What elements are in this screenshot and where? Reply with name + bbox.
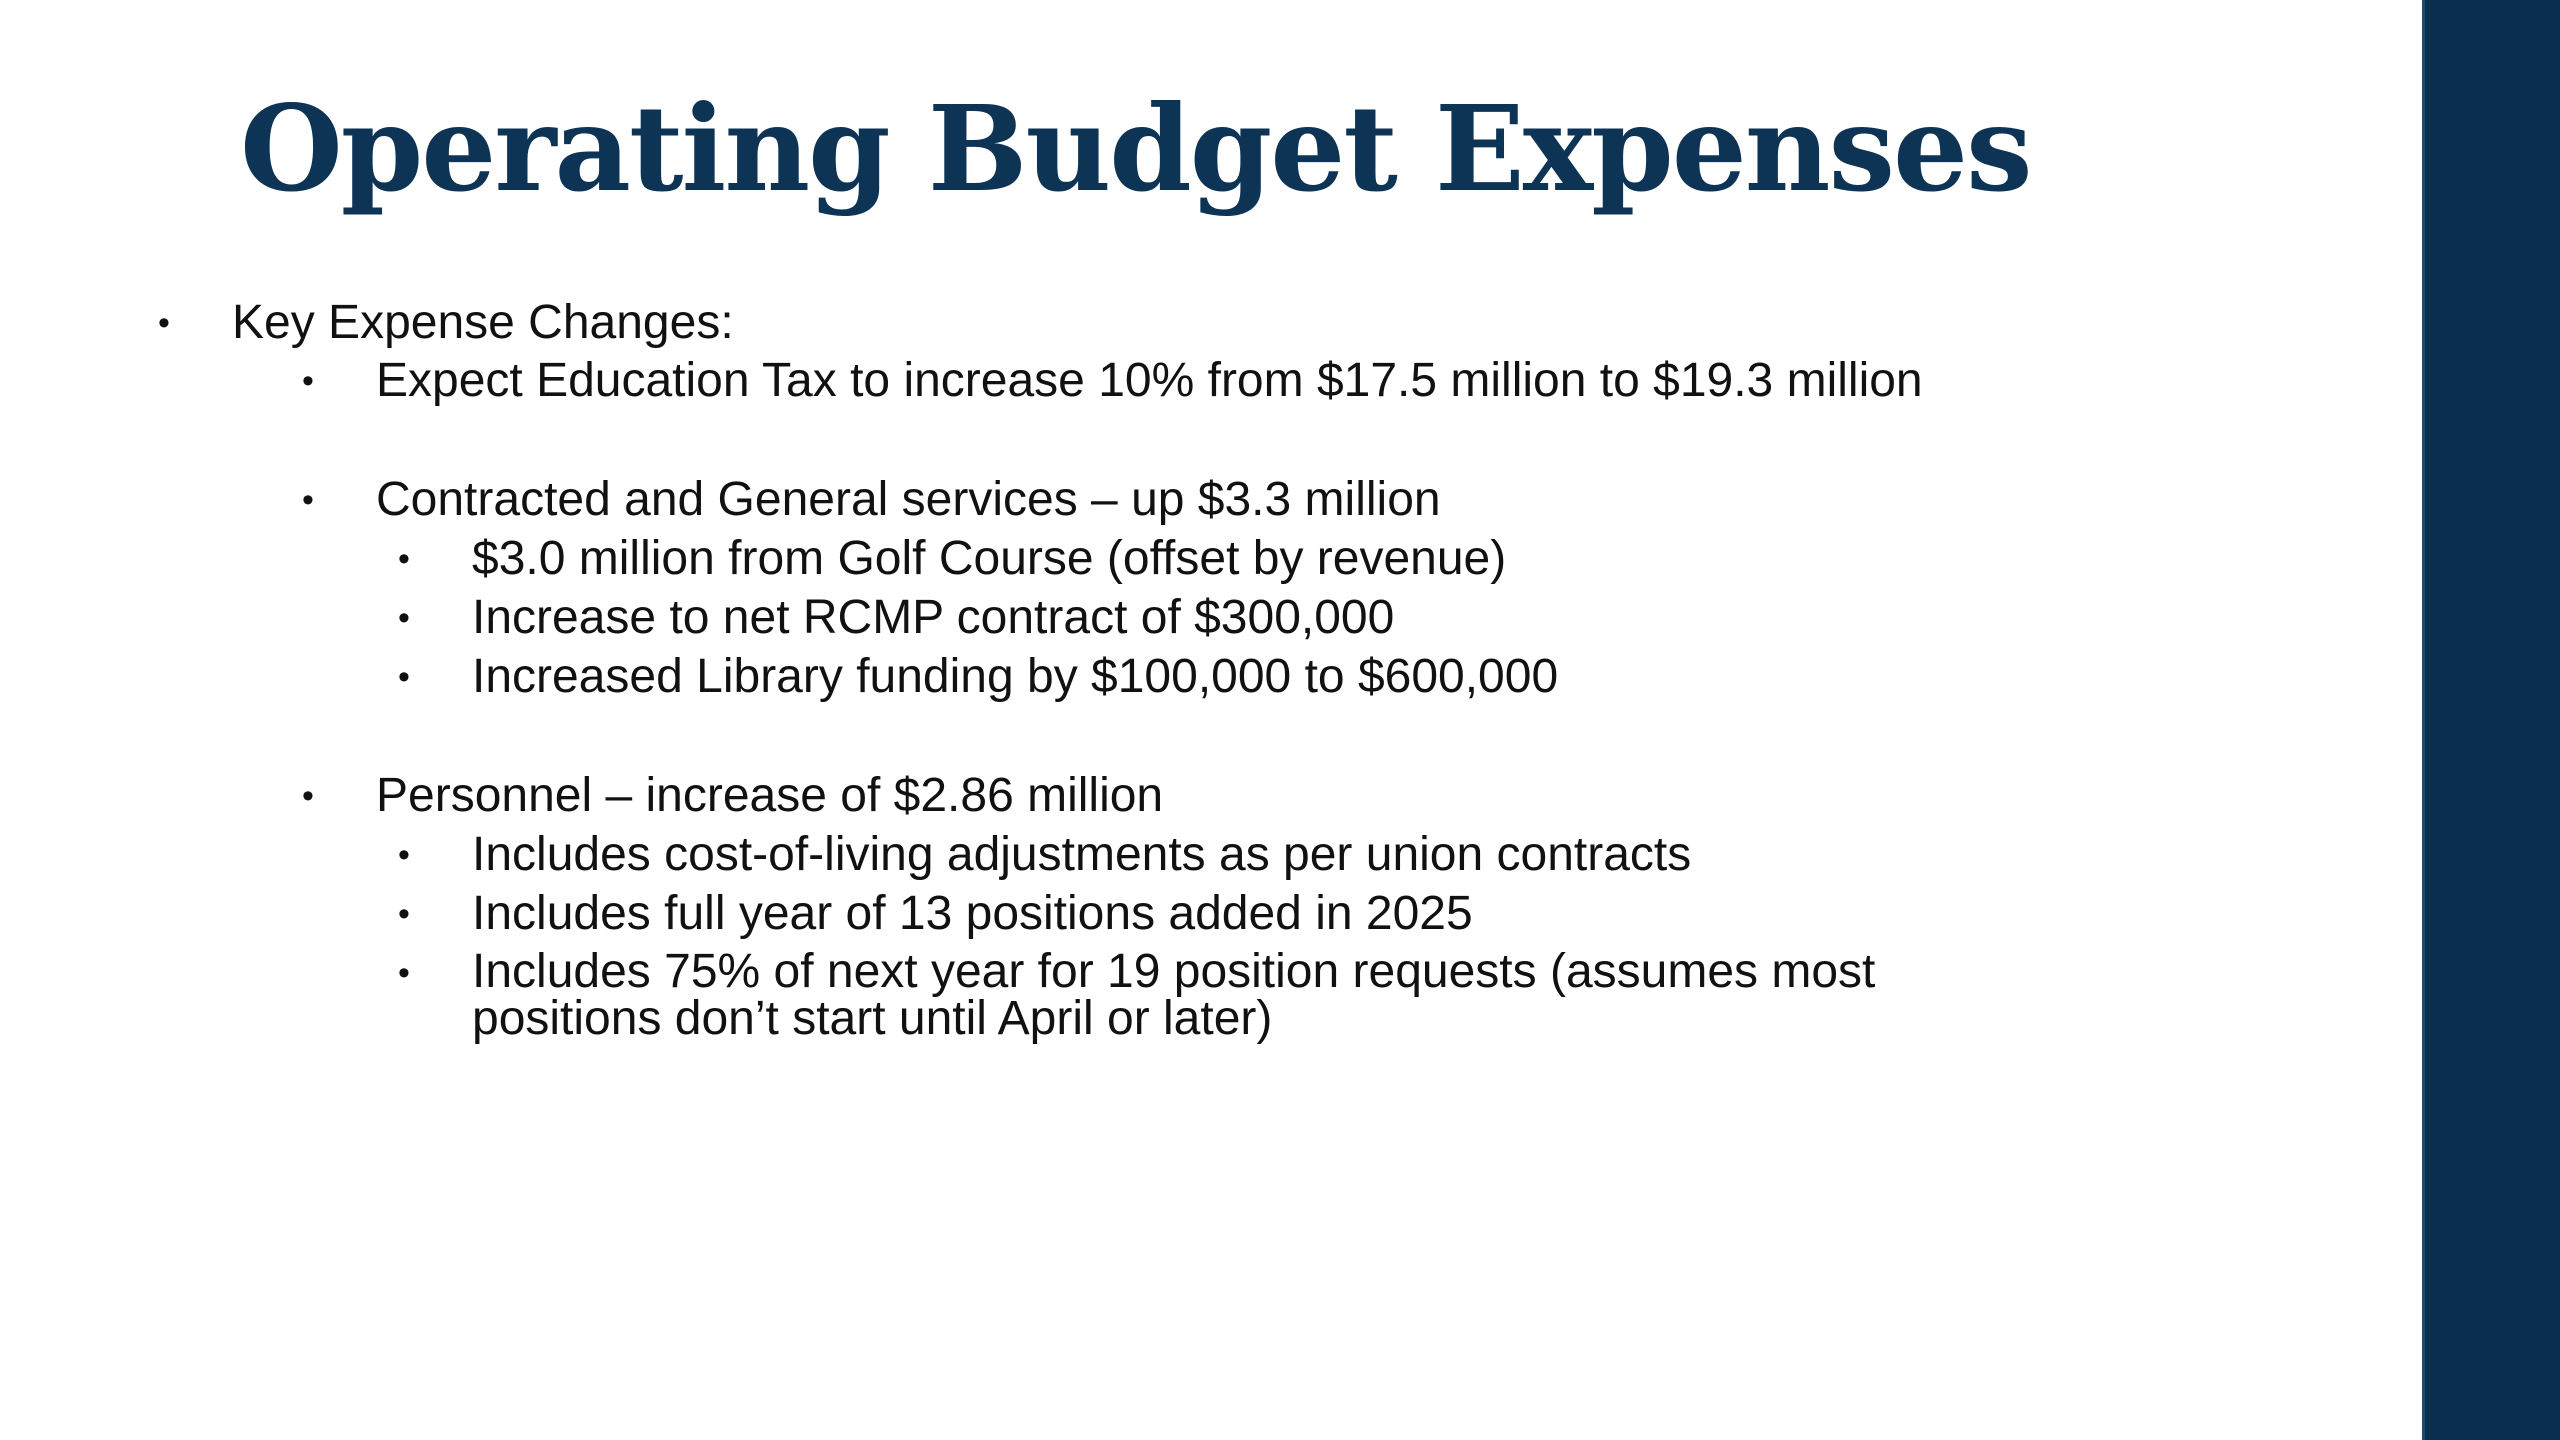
education-tax-text: Expect Education Tax to increase 10% from $17.5 million to $19.3 million [376,354,1923,407]
key-expense-heading: Key Expense Changes: [232,296,734,349]
list-item-rcmp-contract [398,593,1394,644]
bullet-icon: • [398,540,410,578]
list-item-golf-course [398,534,1506,585]
list-item-cola [398,830,1691,881]
list-item-position-requests [398,945,2032,1046]
bullet-icon: • [302,777,314,815]
cola-text: Includes cost-of-living adjustments as per union contracts [472,828,1692,881]
list-item-key-expense-changes [158,298,734,349]
bullet-icon: • [398,836,410,874]
library-funding-text: Increased Library funding by $100,000 to $600,000 [472,650,1559,703]
golf-course-text: $3.0 million from Golf Course (offset by revenue) [472,532,1507,585]
bullet-icon: • [398,895,410,933]
bullet-icon: • [398,599,410,637]
contracted-services-text: Contracted and General services – up $3.3 million [376,473,1441,526]
bullet-icon: • [398,658,410,696]
bullet-icon: • [398,954,410,992]
side-accent-bar [2422,0,2560,1440]
position-requests-text: Includes 75% of next year for 19 position requests (assumes most positions don’t start until April or later) [472,945,1876,1046]
list-item-full-year-positions [398,889,1473,940]
list-item-library-funding [398,652,1558,703]
list-item-education-tax [302,356,1923,407]
slide-title: Operating Budget Expenses [240,79,2031,218]
list-item-contracted-services [302,475,1441,526]
rcmp-contract-text: Increase to net RCMP contract of $300,000 [472,591,1395,644]
full-year-positions-text: Includes full year of 13 positions added in 2025 [472,887,1473,940]
bullet-icon: • [158,304,170,342]
personnel-text: Personnel – increase of $2.86 million [376,769,1164,822]
bullet-icon: • [302,362,314,400]
list-item-personnel [302,771,1163,822]
bullet-icon: • [302,481,314,519]
